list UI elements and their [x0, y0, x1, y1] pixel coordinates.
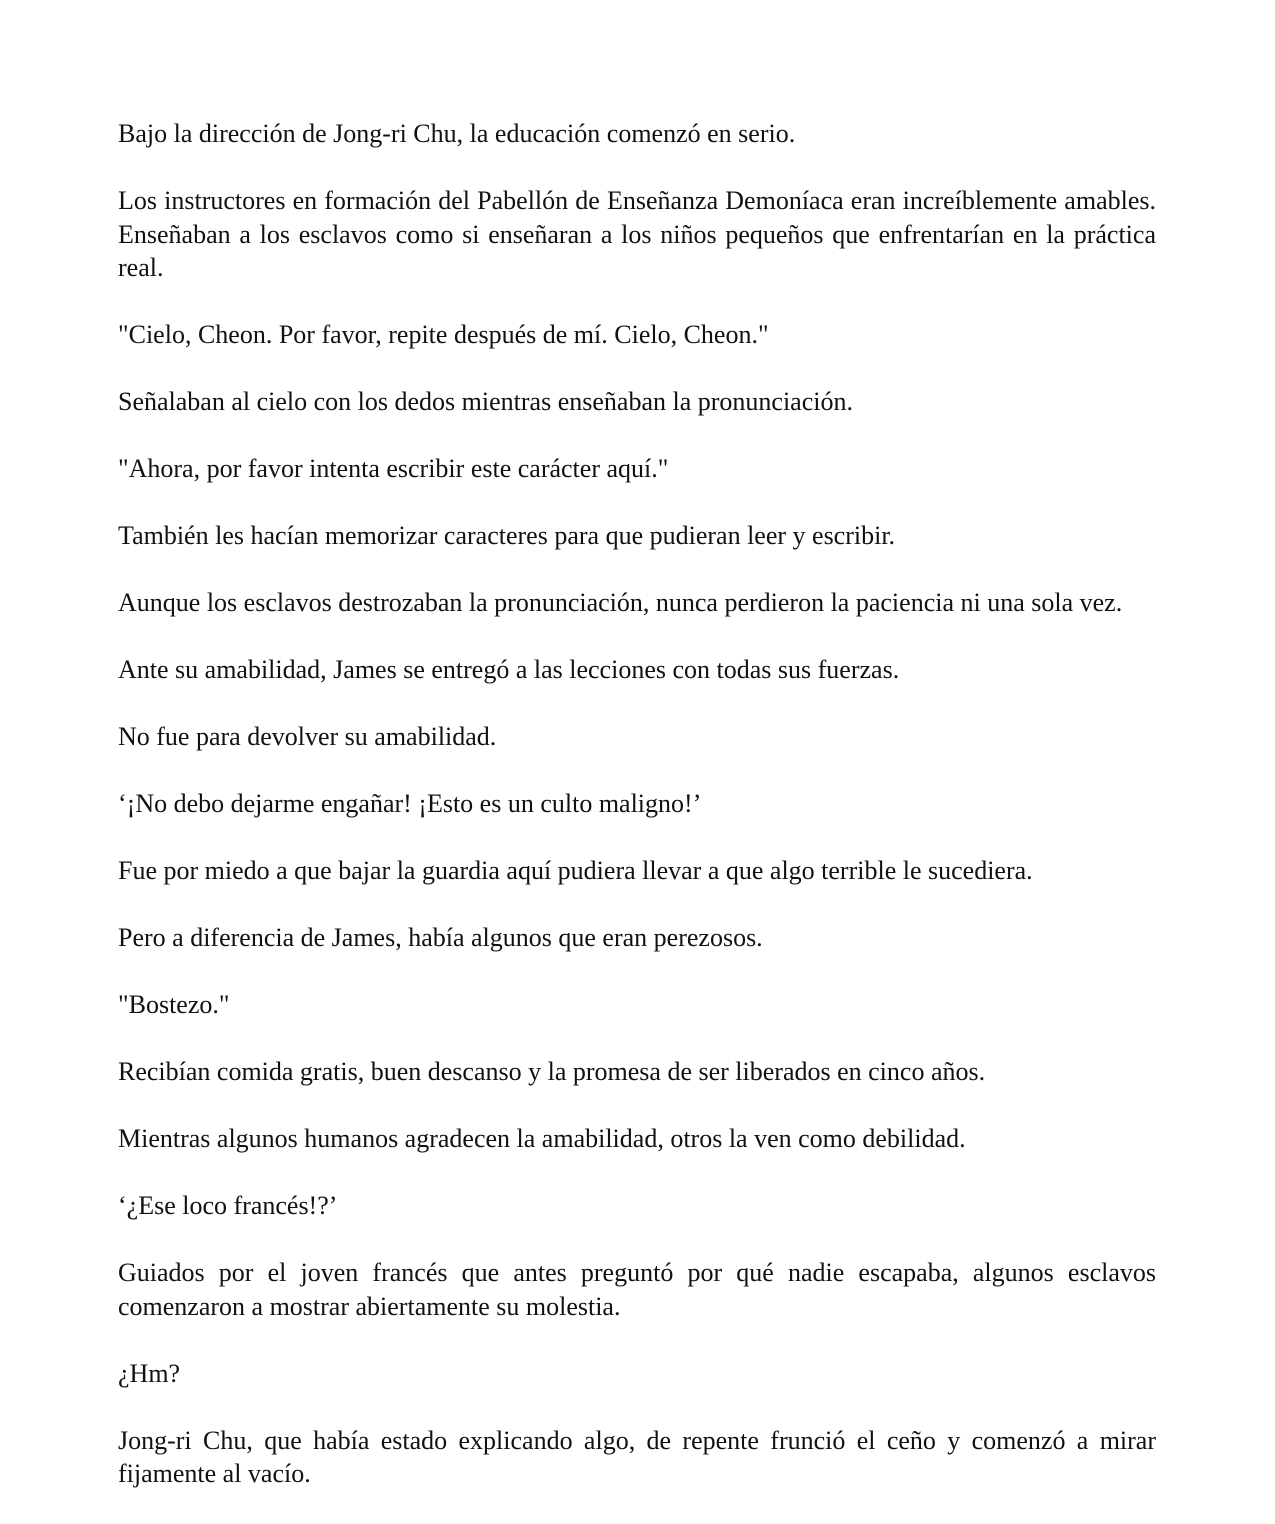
paragraph-6: También les hacían memorizar caracteres para que pudieran leer y escribir. [118, 521, 896, 550]
paragraph-11: Fue por miedo a que bajar la guardia aquí pudiera llevar a que algo terrible le sucediera. [118, 856, 1033, 885]
paragraph-17: Guiados por el joven francés que antes preguntó por qué nadie escapaba, algunos esclavos comenzaron a mostrar abiertamente su molestia. [118, 1258, 1156, 1321]
paragraph-10: ‘¡No debo dejarme engañar! ¡Esto es un culto maligno!’ [118, 789, 702, 818]
paragraph-18: ¿Hm? [118, 1358, 181, 1388]
paragraph-7: Aunque los esclavos destrozaban la pronunciación, nunca perdieron la paciencia ni una sola vez. [118, 588, 1123, 617]
paragraph-12: Pero a diferencia de James, había algunos que eran perezosos. [118, 923, 763, 952]
document-page [118, 117, 1156, 1524]
paragraph-16: ‘¿Ese loco francés!?’ [118, 1191, 338, 1220]
paragraph-3: "Cielo, Cheon. Por favor, repite después de mí. Cielo, Cheon." [118, 320, 769, 349]
paragraph-13: "Bostezo." [118, 990, 230, 1019]
paragraph-8: Ante su amabilidad, James se entregó a las lecciones con todas sus fuerzas. [118, 655, 900, 684]
paragraph-14: Recibían comida gratis, buen descanso y la promesa de ser liberados en cinco años. [118, 1057, 986, 1086]
paragraph-19: Jong-ri Chu, que había estado explicando algo, de repente frunció el ceño y comenzó a mirar fijamente al vacío. [118, 1425, 1156, 1488]
paragraph-1: Bajo la dirección de Jong-ri Chu, la educación comenzó en serio. [118, 119, 796, 148]
paragraph-9: No fue para devolver su amabilidad. [118, 722, 497, 751]
paragraph-4: Señalaban al cielo con los dedos mientras enseñaban la pronunciación. [118, 387, 853, 416]
paragraph-15: Mientras algunos humanos agradecen la amabilidad, otros la ven como debilidad. [118, 1124, 966, 1153]
paragraph-5: "Ahora, por favor intenta escribir este carácter aquí." [118, 454, 669, 483]
paragraph-2: Los instructores en formación del Pabellón de Enseñanza Demoníaca eran increíblemente amables. Enseñaban a los esclavos como si enseñaran a los niños pequeños que enfrentarían en la práctica real. [118, 186, 1156, 282]
